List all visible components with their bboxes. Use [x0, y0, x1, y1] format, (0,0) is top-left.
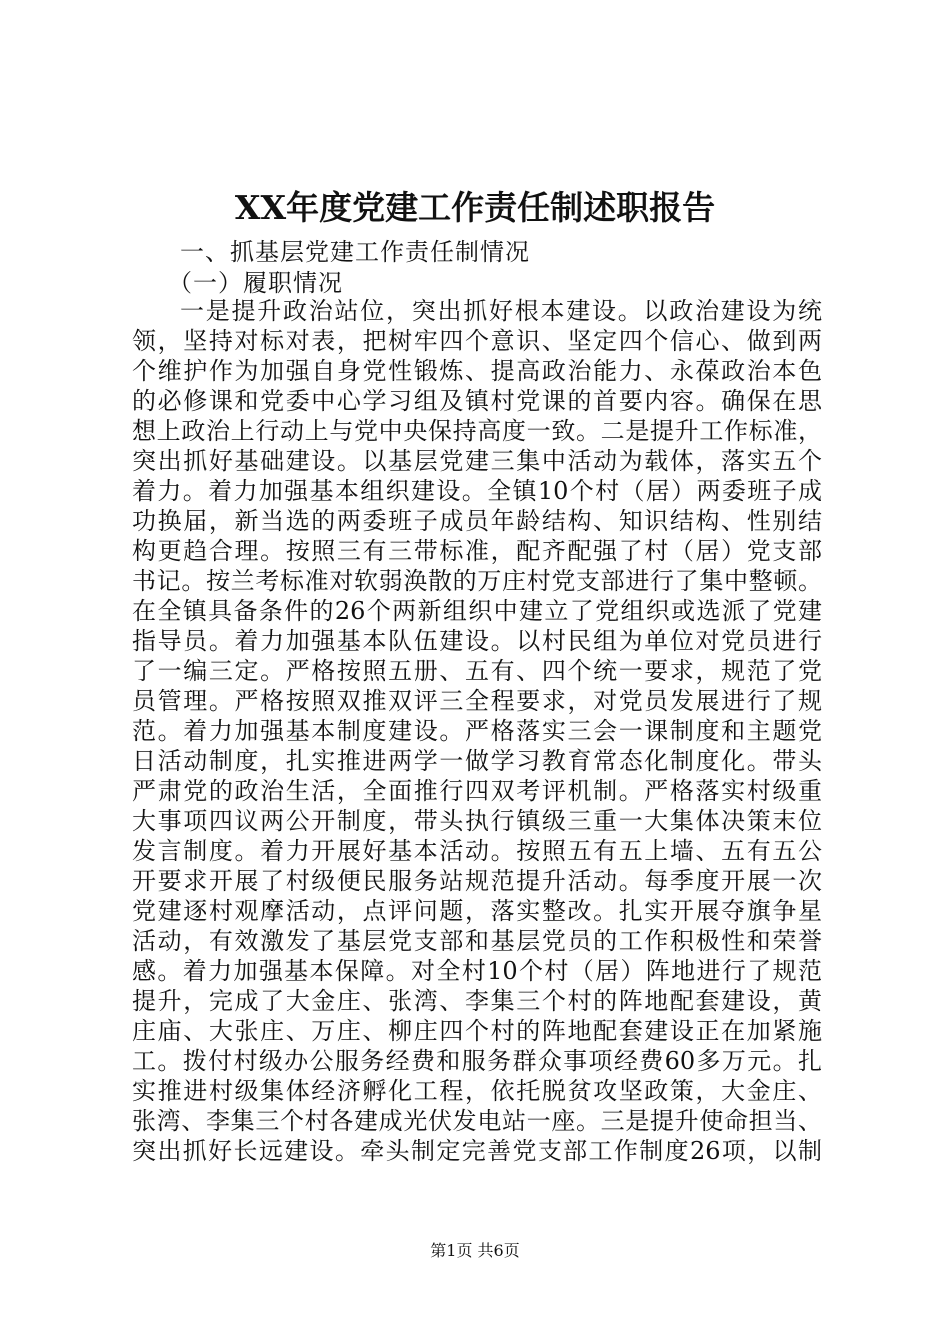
body-line: 指导员。着力加强基本队伍建设。以村民组为单位对党员进行 — [132, 627, 822, 655]
body-line: 功换届，新当选的两委班子成员年龄结构、知识结构、性别结 — [132, 507, 822, 535]
section-heading: 一、抓基层党建工作责任制情况 — [180, 238, 530, 266]
body-line: 了一编三定。严格按照五册、五有、四个统一要求，规范了党 — [132, 657, 822, 685]
body-line: 工。拨付村级办公服务经费和服务群众事项经费60多万元。扎 — [132, 1047, 822, 1075]
body-line: 张湾、李集三个村各建成光伏发电站一座。三是提升使命担当、 — [132, 1107, 822, 1135]
body-line: 发言制度。着力开展好基本活动。按照五有五上墙、五有五公 — [132, 837, 822, 865]
body-line: 一是提升政治站位，突出抓好根本建设。以政治建设为统 — [180, 297, 822, 325]
body-line: 着力。着力加强基本组织建设。全镇10个村（居）两委班子成 — [132, 477, 822, 505]
body-line: 严肃党的政治生活，全面推行四双考评机制。严格落实村级重 — [132, 777, 822, 805]
document-title: XX年度党建工作责任制述职报告 — [234, 188, 716, 227]
body-line: 感。着力加强基本保障。对全村10个村（居）阵地进行了规范 — [132, 957, 822, 985]
body-line: 想上政治上行动上与党中央保持高度一致。二是提升工作标准， — [132, 417, 822, 445]
body-line: 构更趋合理。按照三有三带标准，配齐配强了村（居）党支部 — [132, 537, 822, 565]
body-line: 活动，有效激发了基层党支部和基层党员的工作积极性和荣誉 — [132, 927, 822, 955]
body-line: 庄庙、大张庄、万庄、柳庄四个村的阵地配套建设正在加紧施 — [132, 1017, 822, 1045]
subsection-heading: （一）履职情况 — [168, 269, 343, 297]
body-line: 突出抓好基础建设。以基层党建三集中活动为载体，落实五个 — [132, 447, 822, 475]
body-line: 大事项四议两公开制度，带头执行镇级三重一大集体决策末位 — [132, 807, 822, 835]
body-line: 实推进村级集体经济孵化工程，依托脱贫攻坚政策，大金庄、 — [132, 1077, 822, 1105]
body-line: 在全镇具备条件的26个两新组织中建立了党组织或选派了党建 — [132, 597, 822, 625]
body-line: 书记。按兰考标准对软弱涣散的万庄村党支部进行了集中整顿。 — [132, 567, 822, 595]
body-line: 提升，完成了大金庄、张湾、李集三个村的阵地配套建设，黄 — [132, 987, 822, 1015]
body-line: 范。着力加强基本制度建设。严格落实三会一课制度和主题党 — [132, 717, 822, 745]
body-line: 的必修课和党委中心学习组及镇村党课的首要内容。确保在思 — [132, 387, 822, 415]
page-footer: 第1页 共6页 — [430, 1241, 520, 1260]
body-line: 开要求开展了村级便民服务站规范提升活动。每季度开展一次 — [132, 867, 822, 895]
body-line: 突出抓好长远建设。牵头制定完善党支部工作制度26项，以制 — [132, 1137, 822, 1165]
body-text — [132, 296, 822, 1166]
body-line: 领，坚持对标对表，把树牢四个意识、坚定四个信心、做到两 — [132, 327, 822, 355]
body-line: 员管理。严格按照双推双评三全程要求，对党员发展进行了规 — [132, 687, 822, 715]
body-line: 个维护作为加强自身党性锻炼、提高政治能力、永葆政治本色 — [132, 357, 822, 385]
body-line: 日活动制度，扎实推进两学一做学习教育常态化制度化。带头 — [132, 747, 822, 775]
body-line: 党建逐村观摩活动，点评问题，落实整改。扎实开展夺旗争星 — [132, 897, 822, 925]
